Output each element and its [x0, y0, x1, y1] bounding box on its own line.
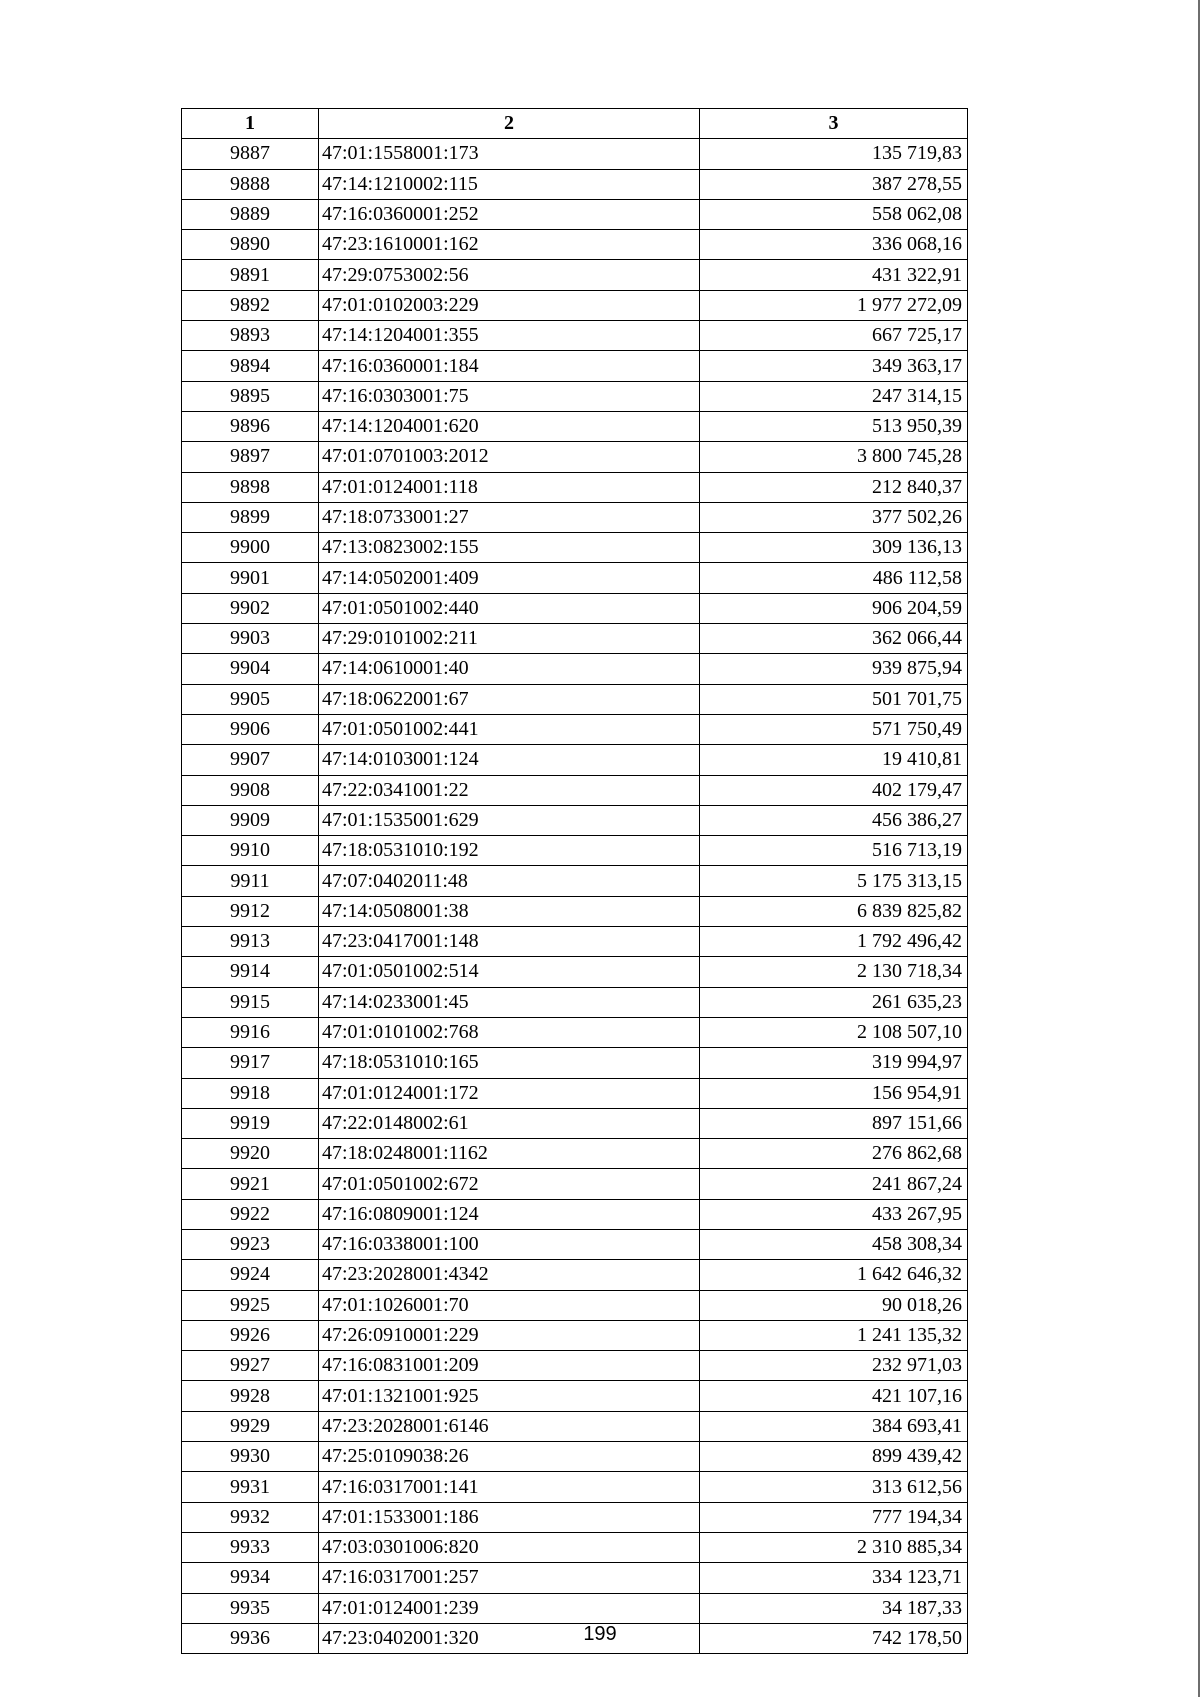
value-cell: 3 800 745,28: [700, 442, 968, 472]
cadastral-number-cell: 47:14:0610001:40: [319, 654, 700, 684]
table-row: [182, 1108, 968, 1138]
value-cell: 501 701,75: [700, 684, 968, 714]
cadastral-number-cell: 47:01:0124001:118: [319, 472, 700, 502]
row-number-cell: 9934: [182, 1563, 319, 1593]
value-cell: 212 840,37: [700, 472, 968, 502]
table-row: [182, 866, 968, 896]
table-row: [182, 1381, 968, 1411]
table-row: [182, 321, 968, 351]
value-cell: 334 123,71: [700, 1563, 968, 1593]
value-cell: 5 175 313,15: [700, 866, 968, 896]
table-row: [182, 1351, 968, 1381]
row-number-cell: 9900: [182, 533, 319, 563]
value-cell: 247 314,15: [700, 381, 968, 411]
value-cell: 261 635,23: [700, 987, 968, 1017]
value-cell: 135 719,83: [700, 139, 968, 169]
value-cell: 156 954,91: [700, 1078, 968, 1108]
cadastral-number-cell: 47:01:1026001:70: [319, 1290, 700, 1320]
row-number-cell: 9924: [182, 1260, 319, 1290]
value-cell: 456 386,27: [700, 805, 968, 835]
column-header-2: 2: [319, 109, 700, 139]
table-row: [182, 1411, 968, 1441]
value-cell: 431 322,91: [700, 260, 968, 290]
table-row: [182, 1320, 968, 1350]
cadastral-number-cell: 47:22:0148002:61: [319, 1108, 700, 1138]
row-number-cell: 9915: [182, 987, 319, 1017]
cadastral-number-cell: 47:18:0622001:67: [319, 684, 700, 714]
value-cell: 90 018,26: [700, 1290, 968, 1320]
cadastral-number-cell: 47:18:0531010:192: [319, 836, 700, 866]
table-row: [182, 1229, 968, 1259]
value-cell: 513 950,39: [700, 411, 968, 441]
value-cell: 571 750,49: [700, 714, 968, 744]
table-row: [182, 1199, 968, 1229]
value-cell: 777 194,34: [700, 1502, 968, 1532]
cadastral-number-cell: 47:16:0303001:75: [319, 381, 700, 411]
row-number-cell: 9913: [182, 927, 319, 957]
row-number-cell: 9889: [182, 199, 319, 229]
cadastral-number-cell: 47:16:0360001:252: [319, 199, 700, 229]
table-row: [182, 1048, 968, 1078]
value-cell: 387 278,55: [700, 169, 968, 199]
value-cell: 241 867,24: [700, 1169, 968, 1199]
column-header-1: 1: [182, 109, 319, 139]
value-cell: 433 267,95: [700, 1199, 968, 1229]
row-number-cell: 9905: [182, 684, 319, 714]
table-row: [182, 1260, 968, 1290]
table-row: [182, 442, 968, 472]
cadastral-number-cell: 47:14:0502001:409: [319, 563, 700, 593]
row-number-cell: 9931: [182, 1472, 319, 1502]
value-cell: 667 725,17: [700, 321, 968, 351]
column-header-3: 3: [700, 109, 968, 139]
row-number-cell: 9888: [182, 169, 319, 199]
table-row: [182, 563, 968, 593]
row-number-cell: 9895: [182, 381, 319, 411]
table-row: [182, 290, 968, 320]
row-number-cell: 9911: [182, 866, 319, 896]
table-row: [182, 411, 968, 441]
value-cell: 232 971,03: [700, 1351, 968, 1381]
row-number-cell: 9896: [182, 411, 319, 441]
row-number-cell: 9903: [182, 624, 319, 654]
row-number-cell: 9933: [182, 1532, 319, 1562]
cadastral-number-cell: 47:01:1558001:173: [319, 139, 700, 169]
row-number-cell: 9936: [182, 1623, 319, 1653]
cadastral-number-cell: 47:25:0109038:26: [319, 1442, 700, 1472]
row-number-cell: 9914: [182, 957, 319, 987]
table-row: [182, 987, 968, 1017]
cadastral-number-cell: 47:16:0317001:141: [319, 1472, 700, 1502]
cadastral-number-cell: 47:26:0910001:229: [319, 1320, 700, 1350]
table-row: [182, 1563, 968, 1593]
table-row: [182, 351, 968, 381]
header-row: [182, 109, 968, 139]
table-row: [182, 1502, 968, 1532]
row-number-cell: 9901: [182, 563, 319, 593]
cadastral-number-cell: 47:23:0417001:148: [319, 927, 700, 957]
cadastral-number-cell: 47:18:0733001:27: [319, 502, 700, 532]
value-cell: 384 693,41: [700, 1411, 968, 1441]
cadastral-number-cell: 47:07:0402011:48: [319, 866, 700, 896]
value-cell: 897 151,66: [700, 1108, 968, 1138]
row-number-cell: 9925: [182, 1290, 319, 1320]
value-cell: 6 839 825,82: [700, 896, 968, 926]
cadastral-number-cell: 47:01:0501002:672: [319, 1169, 700, 1199]
table-row: [182, 775, 968, 805]
table-row: [182, 169, 968, 199]
row-number-cell: 9910: [182, 836, 319, 866]
cadastral-number-cell: 47:23:0402001:320: [319, 1623, 700, 1653]
row-number-cell: 9935: [182, 1593, 319, 1623]
cadastral-number-cell: 47:29:0753002:56: [319, 260, 700, 290]
table-row: [182, 927, 968, 957]
table-row: [182, 714, 968, 744]
cadastral-number-cell: 47:01:1535001:629: [319, 805, 700, 835]
value-cell: 486 112,58: [700, 563, 968, 593]
row-number-cell: 9891: [182, 260, 319, 290]
row-number-cell: 9928: [182, 1381, 319, 1411]
table-row: [182, 260, 968, 290]
row-number-cell: 9920: [182, 1139, 319, 1169]
row-number-cell: 9923: [182, 1229, 319, 1259]
cadastral-number-cell: 47:01:0124001:239: [319, 1593, 700, 1623]
value-cell: 377 502,26: [700, 502, 968, 532]
row-number-cell: 9898: [182, 472, 319, 502]
row-number-cell: 9917: [182, 1048, 319, 1078]
cadastral-number-cell: 47:14:1210002:115: [319, 169, 700, 199]
table-row: [182, 1139, 968, 1169]
cadastral-number-cell: 47:01:1321001:925: [319, 1381, 700, 1411]
row-number-cell: 9899: [182, 502, 319, 532]
value-cell: 2 108 507,10: [700, 1017, 968, 1047]
row-number-cell: 9904: [182, 654, 319, 684]
value-cell: 349 363,17: [700, 351, 968, 381]
table-row: [182, 1532, 968, 1562]
row-number-cell: 9926: [182, 1320, 319, 1350]
table-row: [182, 1290, 968, 1320]
cadastral-number-cell: 47:13:0823002:155: [319, 533, 700, 563]
table-body: [182, 139, 968, 1654]
row-number-cell: 9909: [182, 805, 319, 835]
cadastral-number-cell: 47:23:2028001:4342: [319, 1260, 700, 1290]
value-cell: 309 136,13: [700, 533, 968, 563]
cadastral-number-cell: 47:29:0101002:211: [319, 624, 700, 654]
row-number-cell: 9929: [182, 1411, 319, 1441]
row-number-cell: 9922: [182, 1199, 319, 1229]
value-cell: 421 107,16: [700, 1381, 968, 1411]
table-row: [182, 836, 968, 866]
cadastral-number-cell: 47:23:1610001:162: [319, 230, 700, 260]
row-number-cell: 9893: [182, 321, 319, 351]
value-cell: 336 068,16: [700, 230, 968, 260]
cadastral-number-cell: 47:16:0809001:124: [319, 1199, 700, 1229]
cadastral-number-cell: 47:16:0831001:209: [319, 1351, 700, 1381]
cadastral-number-cell: 47:01:0101002:768: [319, 1017, 700, 1047]
cadastral-number-cell: 47:14:0233001:45: [319, 987, 700, 1017]
value-cell: 276 862,68: [700, 1139, 968, 1169]
cadastral-number-cell: 47:14:1204001:620: [319, 411, 700, 441]
table-row: [182, 957, 968, 987]
table-row: [182, 1017, 968, 1047]
cadastral-number-cell: 47:16:0338001:100: [319, 1229, 700, 1259]
cadastral-number-cell: 47:01:0501002:441: [319, 714, 700, 744]
row-number-cell: 9907: [182, 745, 319, 775]
table-row: [182, 381, 968, 411]
row-number-cell: 9894: [182, 351, 319, 381]
row-number-cell: 9918: [182, 1078, 319, 1108]
table-row: [182, 593, 968, 623]
value-cell: 1 642 646,32: [700, 1260, 968, 1290]
cadastral-number-cell: 47:23:2028001:6146: [319, 1411, 700, 1441]
row-number-cell: 9902: [182, 593, 319, 623]
table-row: [182, 472, 968, 502]
cadastral-number-cell: 47:01:0102003:229: [319, 290, 700, 320]
row-number-cell: 9890: [182, 230, 319, 260]
table-row: [182, 139, 968, 169]
row-number-cell: 9906: [182, 714, 319, 744]
cadastral-number-cell: 47:01:0501002:440: [319, 593, 700, 623]
register-table: [181, 108, 968, 1654]
table-row: [182, 654, 968, 684]
row-number-cell: 9897: [182, 442, 319, 472]
cadastral-number-cell: 47:01:0501002:514: [319, 957, 700, 987]
table-row: [182, 896, 968, 926]
cadastral-number-cell: 47:18:0248001:1162: [319, 1139, 700, 1169]
table-row: [182, 1078, 968, 1108]
cadastral-number-cell: 47:14:0103001:124: [319, 745, 700, 775]
table-row: [182, 1472, 968, 1502]
row-number-cell: 9916: [182, 1017, 319, 1047]
value-cell: 906 204,59: [700, 593, 968, 623]
row-number-cell: 9908: [182, 775, 319, 805]
cadastral-number-cell: 47:14:1204001:355: [319, 321, 700, 351]
cadastral-number-cell: 47:22:0341001:22: [319, 775, 700, 805]
row-number-cell: 9927: [182, 1351, 319, 1381]
cadastral-number-cell: 47:03:0301006:820: [319, 1532, 700, 1562]
table-row: [182, 1169, 968, 1199]
page-number: 199: [583, 1623, 617, 1645]
table-row: [182, 805, 968, 835]
value-cell: 558 062,08: [700, 199, 968, 229]
cadastral-number-cell: 47:16:0317001:257: [319, 1563, 700, 1593]
row-number-cell: 9892: [182, 290, 319, 320]
table-row: [182, 624, 968, 654]
value-cell: 34 187,33: [700, 1593, 968, 1623]
cadastral-number-cell: 47:18:0531010:165: [319, 1048, 700, 1078]
value-cell: 2 310 885,34: [700, 1532, 968, 1562]
value-cell: 1 977 272,09: [700, 290, 968, 320]
table-row: [182, 684, 968, 714]
table-row: [182, 533, 968, 563]
cadastral-number-cell: 47:14:0508001:38: [319, 896, 700, 926]
table-row: [182, 230, 968, 260]
row-number-cell: 9921: [182, 1169, 319, 1199]
row-number-cell: 9930: [182, 1442, 319, 1472]
table-header: [182, 109, 968, 139]
value-cell: 899 439,42: [700, 1442, 968, 1472]
value-cell: 742 178,50: [700, 1623, 968, 1653]
value-cell: 19 410,81: [700, 745, 968, 775]
table-row: [182, 1593, 968, 1623]
value-cell: 2 130 718,34: [700, 957, 968, 987]
value-cell: 516 713,19: [700, 836, 968, 866]
cadastral-number-cell: 47:01:0124001:172: [319, 1078, 700, 1108]
row-number-cell: 9887: [182, 139, 319, 169]
table-row: [182, 199, 968, 229]
cadastral-number-cell: 47:01:1533001:186: [319, 1502, 700, 1532]
value-cell: 402 179,47: [700, 775, 968, 805]
value-cell: 319 994,97: [700, 1048, 968, 1078]
table-row: [182, 1442, 968, 1472]
table-row: [182, 745, 968, 775]
row-number-cell: 9912: [182, 896, 319, 926]
value-cell: 362 066,44: [700, 624, 968, 654]
value-cell: 939 875,94: [700, 654, 968, 684]
table-row: [182, 502, 968, 532]
value-cell: 458 308,34: [700, 1229, 968, 1259]
cadastral-number-cell: 47:16:0360001:184: [319, 351, 700, 381]
value-cell: 1 241 135,32: [700, 1320, 968, 1350]
value-cell: 1 792 496,42: [700, 927, 968, 957]
row-number-cell: 9919: [182, 1108, 319, 1138]
row-number-cell: 9932: [182, 1502, 319, 1532]
cadastral-number-cell: 47:01:0701003:2012: [319, 442, 700, 472]
value-cell: 313 612,56: [700, 1472, 968, 1502]
